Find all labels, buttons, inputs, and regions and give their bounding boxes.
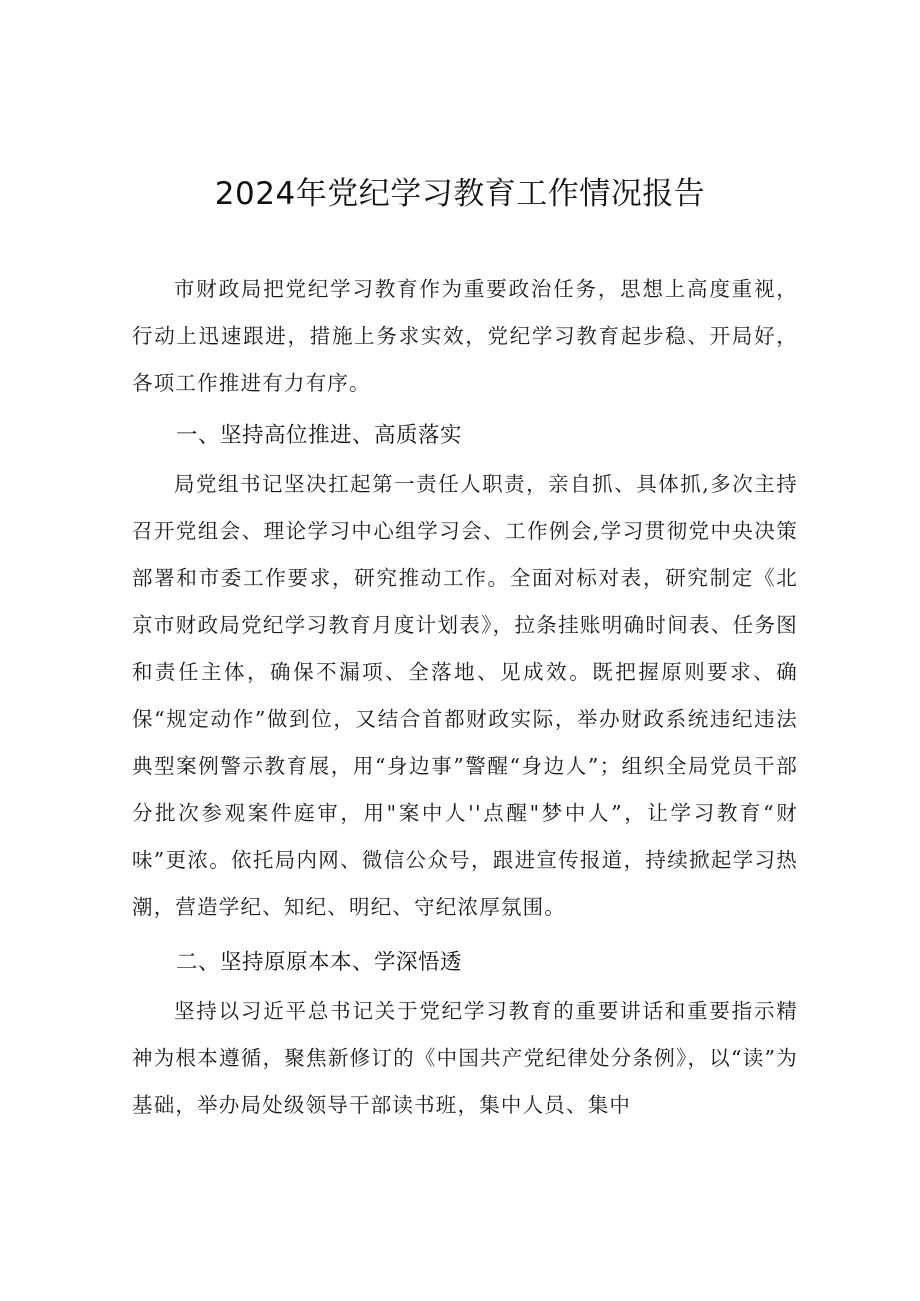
- intro-paragraph: 市财政局把党纪学习教育作为重要政治任务，思想上高度重视，行动上迅速跟进，措施上务求实效，党纪学习教育起步稳、开局好，各项工作推进有力有序。: [132, 277, 798, 395]
- section-1-heading: 一、坚持高位推进、高质落实: [176, 423, 463, 448]
- section-2-heading: 二、坚持原原本本、学深悟透: [176, 950, 463, 975]
- document-title: 2024年党纪学习教育工作情况报告: [214, 176, 706, 212]
- document-body: [132, 266, 798, 1129]
- section-1-paragraph: 局党组书记坚决扛起第一责任人职责，亲自抓、具体抓,多次主持召开党组会、理论学习中心组学习会、工作例会,学习贯彻党中央决策部署和市委工作要求，研究推动工作。全面对标对表，研究制定《北京市财政局党纪学习教育月度计划表》，拉条挂账明确时间表、任务图和责任主体，确保不漏项、全落地、见成效。既把握原则要求、确保“规定动作”做到位，又结合首都财政实际，举办财政系统违纪违法典型案例警示教育展，用“身边事”警醒“身边人”；组织全局党员干部分批次参观案件庭审，用"案中人''点醒"梦中人”，让学习教育“财味”更浓。依托局内网、微信公众号，跟进宣传报道，持续掀起学习热潮，营造学纪、知纪、明纪、守纪浓厚氛围。: [132, 472, 798, 919]
- section-2-paragraph: 坚持以习近平总书记关于党纪学习教育的重要讲话和重要指示精神为根本遵循，聚焦新修订的《中国共产党纪律处分条例》，以“读”为基础，举办局处级领导干部读书班，集中人员、集中: [132, 999, 798, 1117]
